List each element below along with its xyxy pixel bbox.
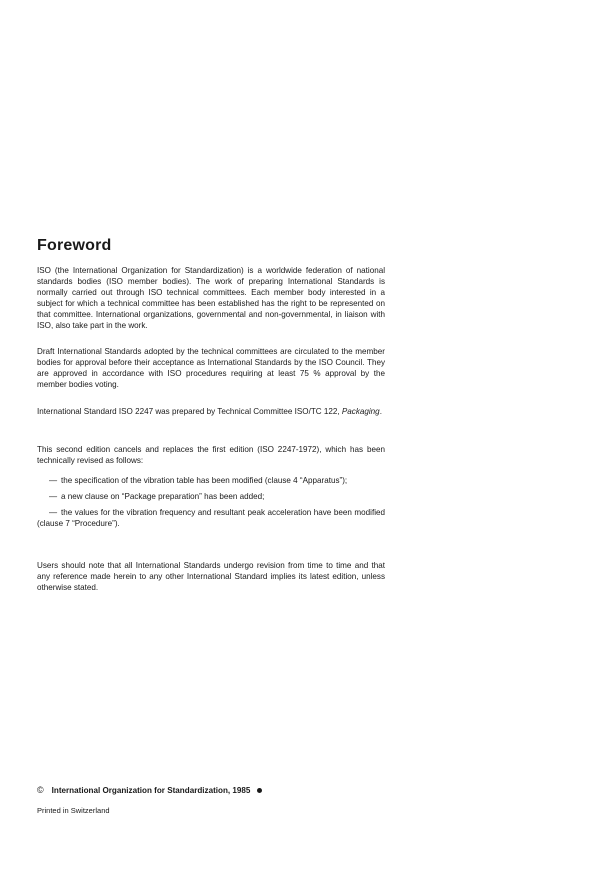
paragraph-3-end: . bbox=[379, 407, 382, 416]
list-item-text: a new clause on “Package preparation” has been added; bbox=[61, 491, 265, 501]
list-item-text: the values for the vibration frequency and resultant peak acceleration have been modified (clause 7 “Procedure”). bbox=[37, 507, 385, 528]
bullet-icon bbox=[257, 788, 262, 793]
foreword-paragraph-2: Draft International Standards adopted by the technical committees are circulated to the member bodies for approval before their acceptance as International Standards by the ISO Council. They are approved in accordance with ISO procedures requiring at least 75 % approval by the member bodies voting. bbox=[37, 347, 385, 389]
list-dash: — bbox=[49, 507, 58, 517]
foreword-paragraph-5: Users should note that all International Standards undergo revision from time to time and that any reference made herein to any other International Standard implies its latest edition, unless otherwise stated. bbox=[37, 561, 385, 592]
revision-list bbox=[37, 476, 385, 535]
foreword-paragraph-1: ISO (the International Organization for Standardization) is a worldwide federation of national standards bodies (ISO member bodies). The work of preparing International Standards is normally carried out through ISO technical committees. Each member body interested in a subject for which a technical committee has been established has the right to be represented on that committee. International organizations, governmental and non-governmental, in liaison with ISO, also take part in the work. bbox=[37, 266, 385, 330]
paragraph-3-text: International Standard ISO 2247 was prepared by Technical Committee ISO/TC 122, bbox=[37, 407, 340, 416]
committee-name: Packaging bbox=[341, 407, 380, 416]
copyright-line bbox=[37, 785, 262, 795]
list-item bbox=[37, 508, 385, 530]
list-item-text: the specification of the vibration table has been modified (clause 4 “Apparatus”); bbox=[61, 476, 348, 485]
list-item bbox=[37, 492, 385, 503]
list-item bbox=[37, 476, 385, 487]
printed-note: Printed in Switzerland bbox=[37, 806, 110, 815]
list-dash: — bbox=[49, 476, 58, 485]
list-dash: — bbox=[49, 491, 58, 501]
page-title: Foreword bbox=[37, 237, 112, 254]
copyright-text: International Organization for Standardization, 1985 bbox=[51, 785, 251, 795]
foreword-paragraph-3 bbox=[37, 407, 385, 418]
copyright-icon: © bbox=[37, 785, 44, 795]
foreword-paragraph-4: This second edition cancels and replaces the first edition (ISO 2247-1972), which has been technically revised as follows: bbox=[37, 445, 385, 465]
